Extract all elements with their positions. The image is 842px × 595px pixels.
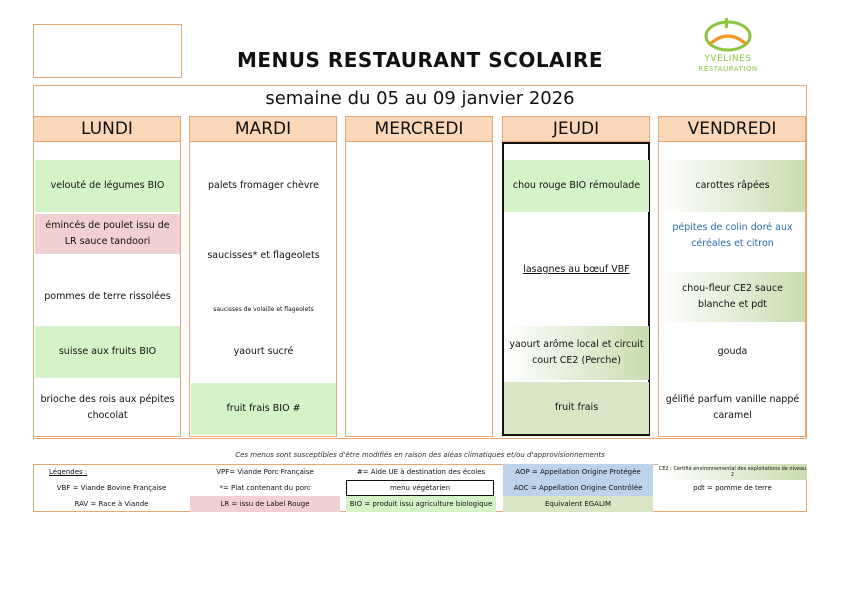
legend-title: Légendes : xyxy=(49,468,88,476)
logo-text-line2: RESTAURATION xyxy=(698,65,758,73)
vendredi-entree: carottes râpées xyxy=(660,160,805,212)
legend-aop: AOP = Appellation Origine Protégée xyxy=(503,464,653,480)
legend-bio: BIO = produit issu agriculture biologique xyxy=(346,496,496,512)
legend-pdt: pdt = pomme de terre xyxy=(693,484,772,492)
legend-porc: *= Plat contenant du porc xyxy=(219,484,311,492)
legend-ce2: CE2 : Certifié environnemental des exploitations de niveau 2 xyxy=(658,466,807,478)
mardi-fromage: yaourt sucré xyxy=(233,346,294,357)
legend-aide-ue: #= Aide UE à destination des écoles xyxy=(356,468,486,476)
mardi-dessert: fruit frais BIO # xyxy=(191,383,336,435)
vendredi-plat: pépites de colin doré aux céréales et citron xyxy=(672,222,793,249)
column-mercredi xyxy=(345,116,493,437)
vendredi-accompagnement: chou-fleur CE2 sauce blanche et pdt xyxy=(660,272,805,322)
day-header-vendredi: VENDREDI xyxy=(658,116,806,142)
legend-vpf: VPF= Viande Porc Française xyxy=(216,468,314,476)
vendredi-fromage: gouda xyxy=(717,346,748,357)
day-header-mercredi: MERCREDI xyxy=(345,116,493,142)
legend-lr: LR = issu de Label Rouge xyxy=(190,496,340,512)
jeudi-dessert: fruit frais xyxy=(504,382,649,434)
legend xyxy=(33,464,807,512)
legend-egalim: Equivalent EGALIM xyxy=(503,496,653,512)
lundi-accompagnement: pommes de terre rissolées xyxy=(44,291,171,302)
jeudi-fromage: yaourt arôme local et circuit court CE2 (Perche) xyxy=(504,326,649,380)
day-header-lundi: LUNDI xyxy=(33,116,181,142)
lundi-dessert: brioche des rois aux pépites chocolat xyxy=(40,394,175,421)
legend-rav: RAV = Race à Viande xyxy=(74,500,149,508)
mardi-plat: saucisses* et flageolets xyxy=(207,250,320,261)
legend-aoc: AOC = Appellation Origine Contrôlée xyxy=(503,480,653,496)
lundi-entree: velouté de légumes BIO xyxy=(35,160,180,212)
logo-placeholder-box xyxy=(33,24,182,78)
logo-text-line1: YVELINES xyxy=(704,54,752,64)
day-header-mardi: MARDI xyxy=(189,116,337,142)
mardi-plat-note: saucisses de volaille et flageolets xyxy=(213,306,314,313)
disclaimer: Ces menus sont susceptibles d'être modifiés en raison des aléas climatiques et/ou d'approvisionnements xyxy=(235,451,605,459)
lundi-plat: émincés de poulet issu de LR sauce tandoori xyxy=(35,214,180,254)
legend-vbf: VBF = Viande Bovine Française xyxy=(56,484,167,492)
page-title: MENUS RESTAURANT SCOLAIRE xyxy=(236,48,604,72)
day-header-jeudi: JEUDI xyxy=(502,116,650,142)
jeudi-entree: chou rouge BIO rémoulade xyxy=(504,160,649,212)
lundi-fromage: suisse aux fruits BIO xyxy=(35,326,180,378)
mardi-entree: palets fromager chèvre xyxy=(207,180,319,191)
vendredi-dessert: gélifié parfum vanille nappé caramel xyxy=(665,394,800,421)
week-title: semaine du 05 au 09 janvier 2026 xyxy=(265,88,575,109)
logo-text xyxy=(688,54,768,74)
legend-vegetarien: menu végétarien xyxy=(346,480,494,496)
jeudi-plat: lasagnes au bœuf VBF xyxy=(523,264,630,275)
